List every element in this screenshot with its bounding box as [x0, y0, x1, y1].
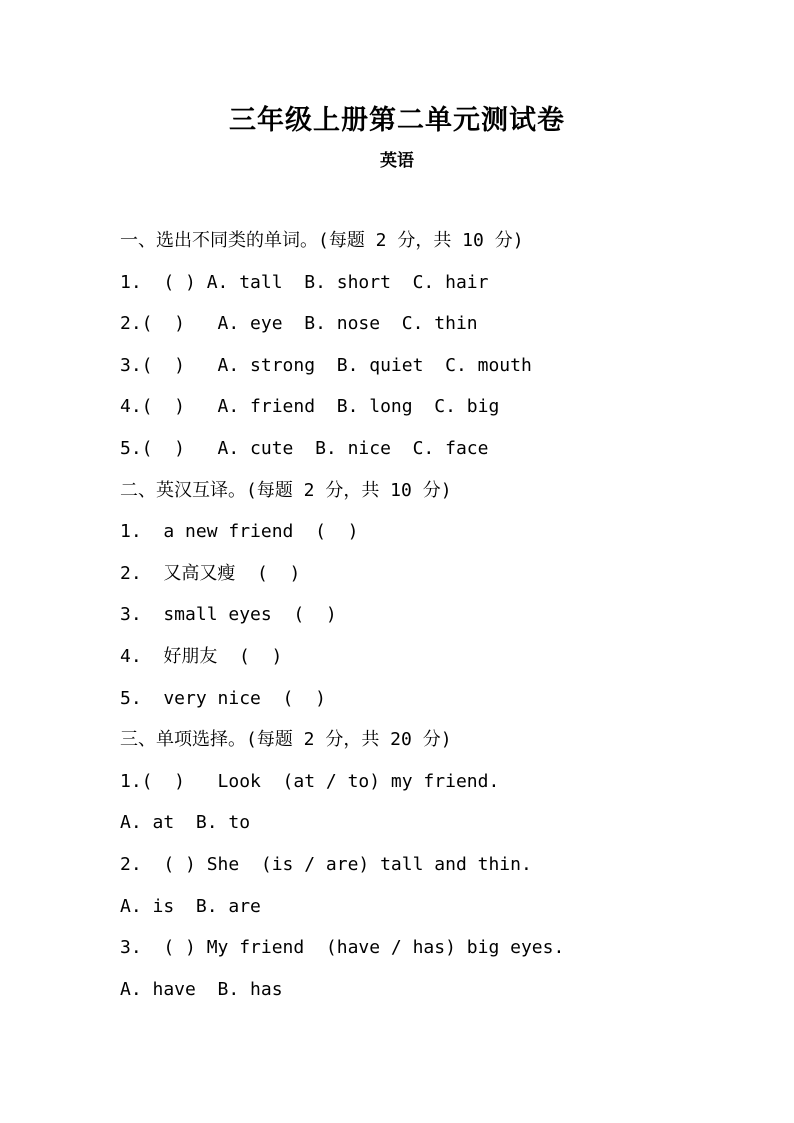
document-title: 三年级上册第二单元测试卷 — [229, 105, 565, 136]
question-line: 1. ( ) A. tall B. short C. hair — [120, 271, 489, 293]
question-line: 4.( ) A. friend B. long C. big — [120, 396, 500, 418]
question-line: 4. 好朋友 ( ) — [120, 645, 283, 667]
question-line: 5. very nice ( ) — [120, 687, 326, 709]
question-line: 1.( ) Look (at / to) my friend. — [120, 770, 500, 792]
question-line: 2. 又高又瘦 ( ) — [120, 562, 301, 584]
question-line: 5.( ) A. cute B. nice C. face — [120, 437, 489, 459]
answer-options-line: A. have B. has — [120, 978, 283, 1000]
section-1-heading: 一、选出不同类的单词。(每题 2 分，共 10 分) — [120, 230, 524, 251]
answer-options-line: A. is B. are — [120, 895, 261, 917]
answer-options-line: A. at B. to — [120, 812, 251, 834]
question-line: 1. a new friend ( ) — [120, 521, 359, 543]
question-line: 3.( ) A. strong B. quiet C. mouth — [120, 354, 532, 376]
document-subtitle: 英语 — [380, 151, 414, 171]
question-line: 2. ( ) She (is / are) tall and thin. — [120, 853, 532, 875]
section-2-heading: 二、英汉互译。(每题 2 分，共 10 分) — [120, 479, 452, 501]
question-line: 2.( ) A. eye B. nose C. thin — [120, 313, 478, 335]
exam-content — [120, 228, 760, 1018]
section-3-heading: 三、单项选择。(每题 2 分，共 20 分) — [120, 729, 452, 751]
question-line: 3. ( ) My friend (have / has) big eyes. — [120, 937, 565, 959]
question-line: 3. small eyes ( ) — [120, 604, 337, 626]
